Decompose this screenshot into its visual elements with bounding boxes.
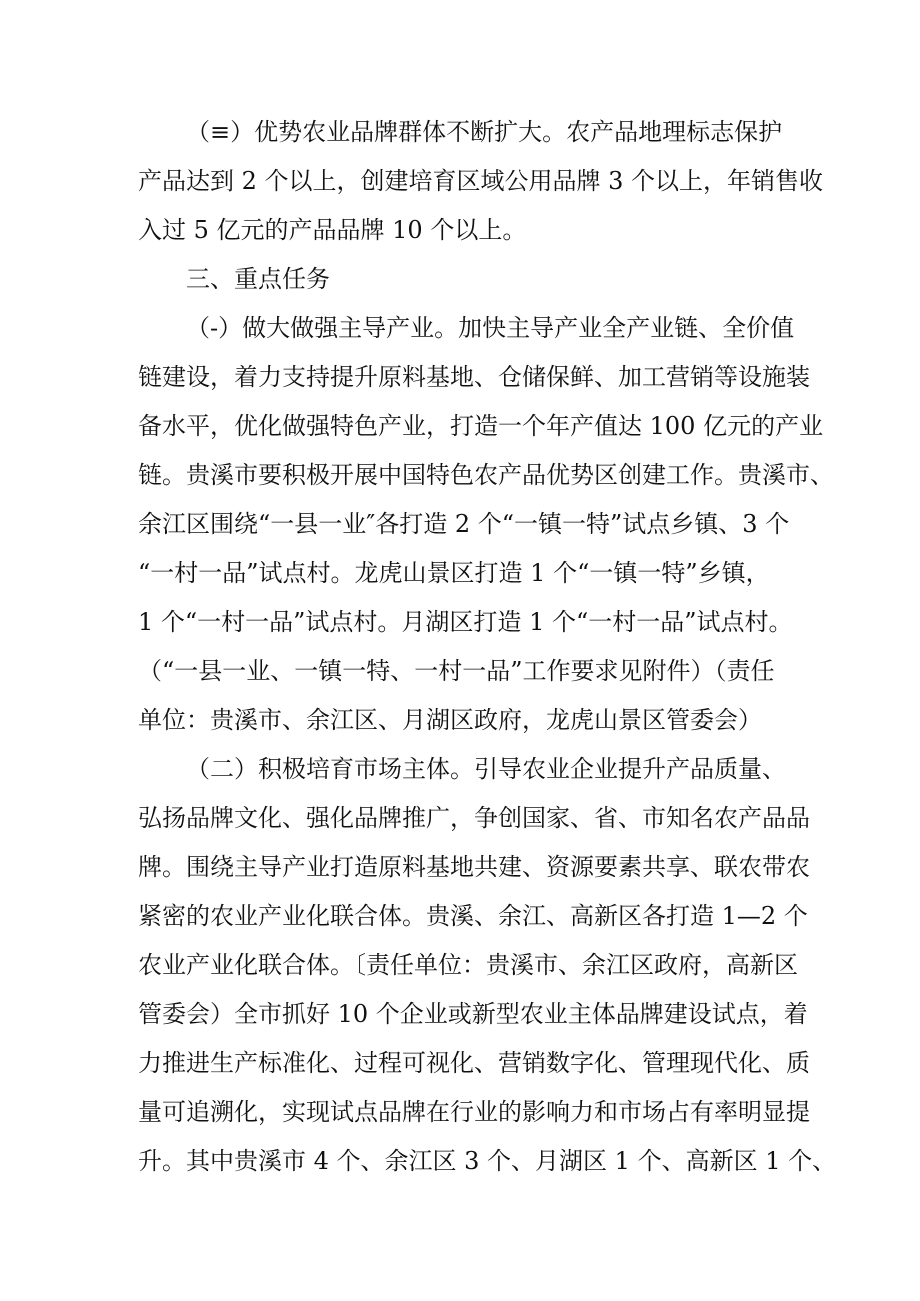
text-line: 余江区围绕“一县一业″各打造 2 个“一镇一特”试点乡镇、3 个: [138, 510, 790, 538]
text-line: （-）做大做强主导产业。加快主导产业全产业链、全价值: [186, 314, 795, 342]
text-line: （二）积极培育市场主体。引导农业企业提升产品质量、: [186, 755, 786, 783]
section-heading: 三、重点任务: [186, 265, 330, 293]
text-line: 链。贵溪市要积极开展中国特色农产品优势区创建工作。贵溪市、: [138, 461, 834, 489]
text-line: 入过 5 亿元的产品品牌 10 个以上。: [138, 216, 527, 244]
text-line: 农业产业化联合体。〔责任单位：贵溪市、余江区政府，高新区: [138, 951, 798, 979]
text-line: 弘扬品牌文化、强化品牌推广，争创国家、省、市知名农产品品: [138, 804, 810, 832]
text-line: （“一县一业、一镇一特、一村一品”工作要求见附件）（责任: [138, 657, 775, 685]
text-line: 链建设，着力支持提升原料基地、仓储保鲜、加工营销等设施装: [138, 363, 810, 391]
text-line: 单位：贵溪市、余江区、月湖区政府，龙虎山景区管委会）: [138, 706, 762, 734]
text-line: 升。其中贵溪市 4 个、余江区 3 个、月湖区 1 个、高新区 1 个、: [138, 1147, 837, 1175]
text-line: “一村一品”试点村。龙虎山景区打造 1 个“一镇一特”乡镇，: [138, 559, 770, 587]
text-line: 紧密的农业产业化联合体。贵溪、余江、高新区各打造 1—2 个: [138, 902, 808, 930]
text-line: 牌。围绕主导产业打造原料基地共建、资源要素共享、联农带农: [138, 853, 810, 881]
text-line: 量可追溯化，实现试点品牌在行业的影响力和市场占有率明显提: [138, 1098, 810, 1126]
text-line: 力推进生产标准化、过程可视化、营销数字化、管理现代化、质: [138, 1049, 810, 1077]
text-line: （≡）优势农业品牌群体不断扩大。农产品地理标志保护: [186, 118, 783, 146]
text-line: 1 个“一村一品”试点村。月湖区打造 1 个“一村一品”试点村。: [138, 608, 793, 636]
text-line: 管委会）全市抓好 10 个企业或新型农业主体品牌建设试点，着: [138, 1000, 808, 1028]
text-line: 备水平，优化做强特色产业，打造一个年产值达 100 亿元的产业: [138, 412, 824, 440]
text-line: 产品达到 2 个以上，创建培育区域公用品牌 3 个以上，年销售收: [138, 167, 824, 195]
